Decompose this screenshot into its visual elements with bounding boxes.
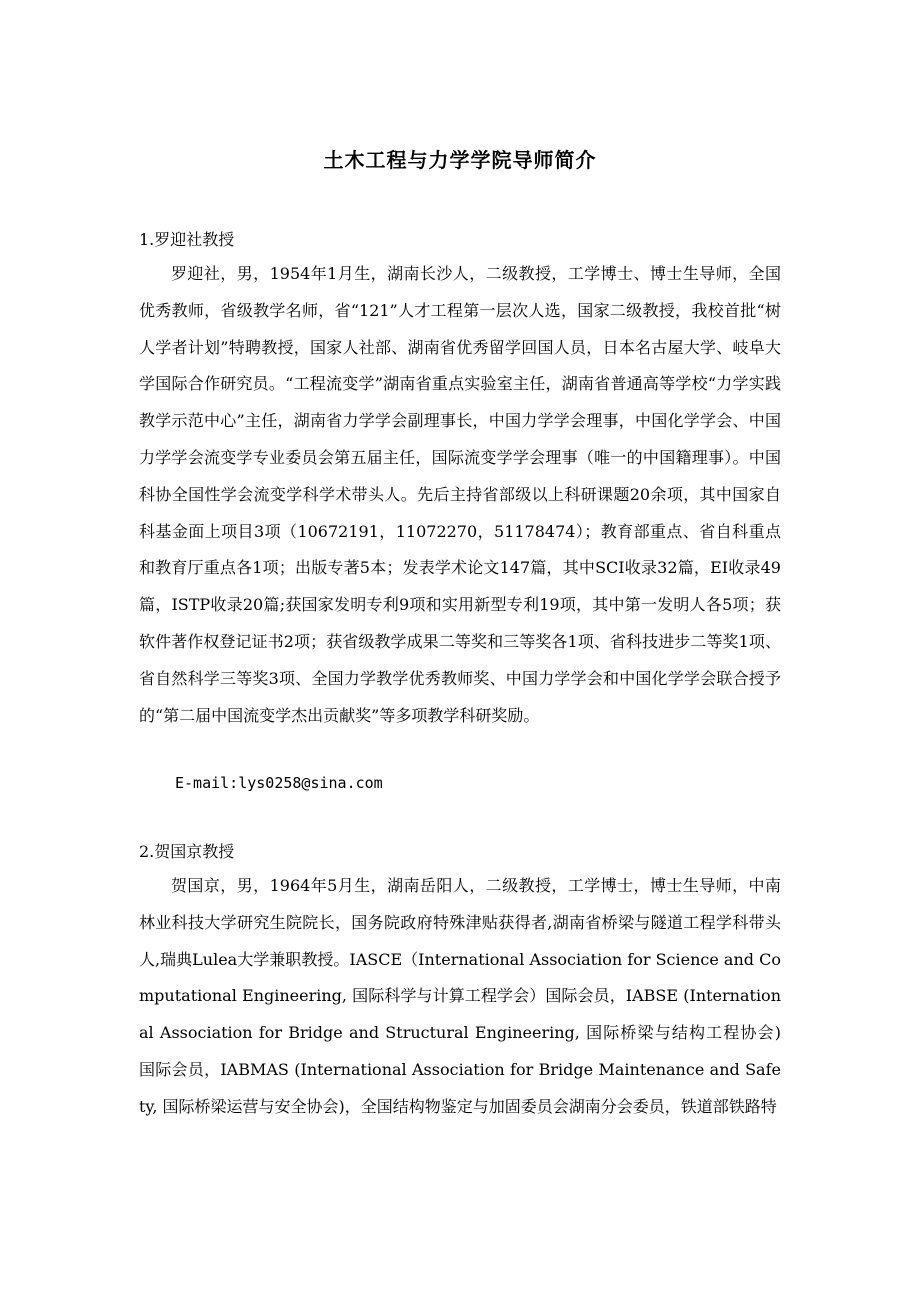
section-heading-2: 2.贺国京教授: [139, 842, 235, 861]
email-address: E-mail:lys0258@sina.com: [175, 774, 383, 792]
page-title: 土木工程与力学学院导师简介: [323, 148, 597, 172]
section-body-1: 罗迎社，男，1954年1月生，湖南长沙人，二级教授，工学博士、博士生导师，全国优秀教师，省级教学名师，省“121”人才工程第一层次人选，国家二级教授，我校首批“树人学者计划”特聘教授，国家人社部、湖南省优秀留学回国人员，日本名古屋大学、岐阜大学国际合作研究员。“工程流变学”湖南省重点实验室主任，湖南省普通高等学校“力学实践教学示范中心”主任，湖南省力学学会副理事长，中国力学学会理事，中国化学学会、中国力学学会流变学专业委员会第五届主任，国际流变学学会理事（唯一的中国籍理事）。中国科协全国性学会流变学科学术带头人。先后主持省部级以上科研课题20余项，其中国家自科基金面上项目3项（10672191，11072270，51178474）；教育部重点、省自科重点和教育厅重点各1项；出版专著5本；发表学术论文147篇，其中SCI收录32篇，EI收录49篇，ISTP收录20篇;获国家发明专利9项和实用新型专利19项，其中第一发明人各5项；获软件著作权登记证书2项；获省级教学成果二等奖和三等奖各1项、省科技进步二等奖1项、省自然科学三等奖3项、全国力学教学优秀教师奖、中国力学学会和中国化学学会联合授予的“第二届中国流变学杰出贡献奖”等多项教学科研奖励。: [139, 264, 781, 725]
section-body-2: 贺国京，男，1964年5月生，湖南岳阳人，二级教授，工学博士，博士生导师，中南林业科技大学研究生院院长，国务院政府特殊津贴获得者,湖南省桥梁与隧道工程学科带头人,瑞典Lulea大学兼职教授。IASCE（International Association for Science and Computational Engineering, 国际科学与计算工程学会）国际会员，IABSE (International Association for Bridge and Structural Engineering, 国际桥梁与结构工程协会) 国际会员，IABMAS (International Association for Bridge Maintenance and Safety, 国际桥梁运营与安全协会)，全国结构物鉴定与加固委员会湖南分会委员，铁道部铁路特: [139, 876, 781, 1116]
section-heading-1: 1.罗迎社教授: [139, 230, 235, 249]
